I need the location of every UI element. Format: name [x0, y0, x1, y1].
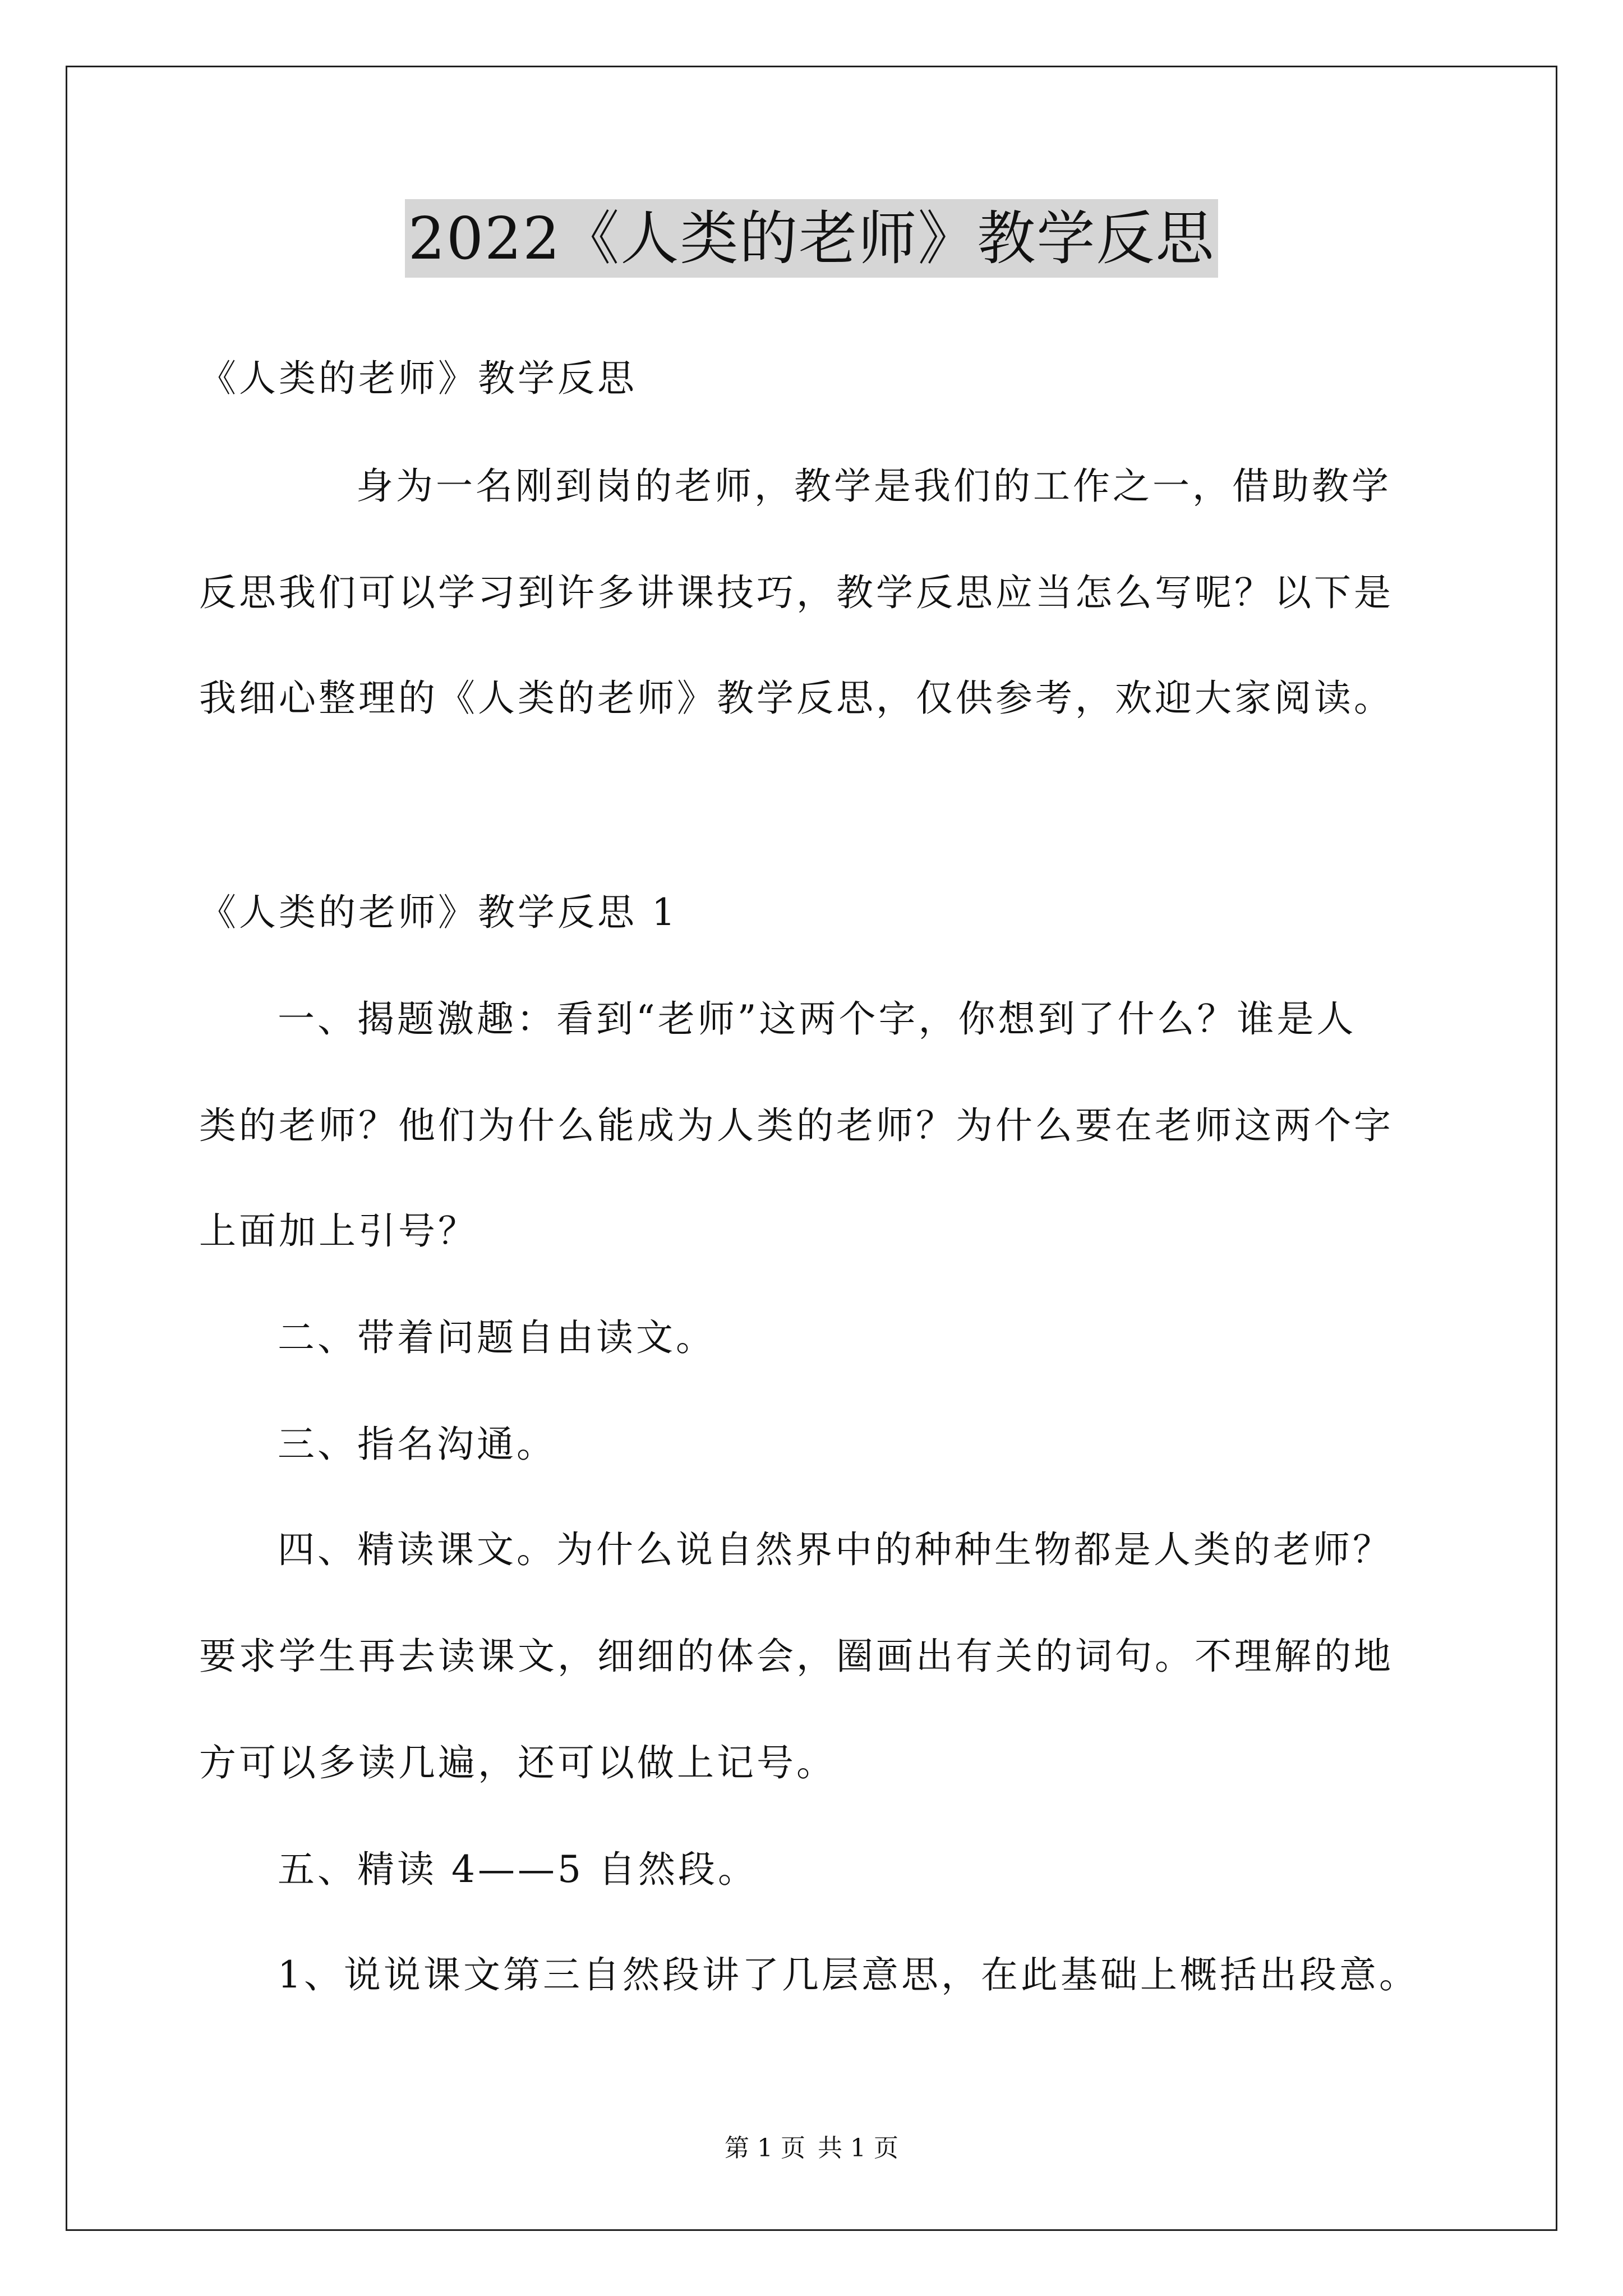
paragraph-line: 要求学生再去读课文，细细的体会，圈画出有关的词句。不理解的地	[199, 1635, 1394, 1678]
paragraph-line: 三、指名沟通。	[278, 1423, 556, 1466]
paragraph-line: 反思我们可以学习到许多讲课技巧，教学反思应当怎么写呢？以下是	[199, 571, 1394, 614]
subtitle-line: 《人类的老师》教学反思	[199, 357, 637, 400]
paragraph-line: 方可以多读几遍，还可以做上记号。	[199, 1741, 836, 1784]
paragraph-line: 我细心整理的《人类的老师》教学反思，仅供参考，欢迎大家阅读。	[199, 677, 1394, 720]
document-title: 2022《人类的老师》教学反思	[405, 199, 1219, 278]
title-container	[0, 199, 1623, 278]
page-total: 共 1 页	[818, 2134, 898, 2162]
paragraph-line: 1、说说课文第三自然段讲了几层意思，在此基础上概括出段意。	[278, 1953, 1419, 1996]
paragraph-line: 五、精读 4——5 自然段。	[278, 1848, 758, 1891]
paragraph-line: 类的老师？他们为什么能成为人类的老师？为什么要在老师这两个字	[199, 1104, 1394, 1147]
paragraph-line: 二、带着问题自由读文。	[278, 1316, 716, 1359]
page-number: 第 1 页	[725, 2134, 805, 2162]
page-footer	[0, 2132, 1623, 2165]
paragraph-line: 身为一名刚到岗的老师，教学是我们的工作之一，借助教学	[356, 464, 1391, 508]
paragraph-line: 一、揭题激趣：看到“老师”这两个字，你想到了什么？谁是人	[278, 997, 1357, 1041]
paragraph-line: 上面加上引号？	[199, 1209, 478, 1253]
section-heading: 《人类的老师》教学反思 1	[199, 891, 678, 934]
paragraph-line: 四、精读课文。为什么说自然界中的种种生物都是人类的老师？	[278, 1528, 1393, 1571]
